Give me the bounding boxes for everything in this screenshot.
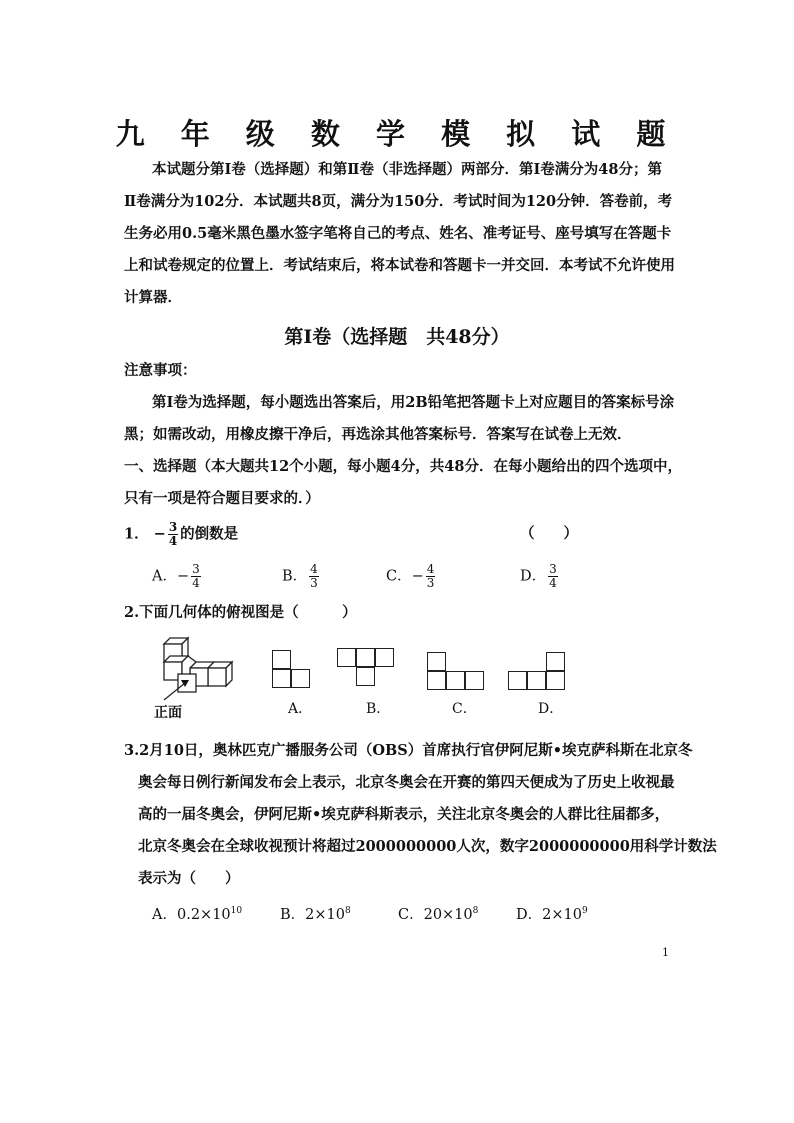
question-3-line-2: 奥会每日例行新闻发布会上表示，北京冬奥会在开赛的第四天便成为了历史上收视最 <box>138 774 675 791</box>
q1-option-c <box>386 563 437 590</box>
grid-empty <box>527 652 546 671</box>
question-3-line-1: 3.2月10日，奥林匹克广播服务公司（OBS）首席执行官伊阿尼斯•埃克萨科斯在北京冬 <box>124 742 693 759</box>
grid-cell <box>427 652 446 671</box>
q3-option-b <box>280 901 351 925</box>
option-base: 2×10 <box>542 907 582 923</box>
q1-fraction <box>168 521 178 548</box>
q1-option-d <box>520 563 560 590</box>
option-exponent: 10 <box>230 906 243 916</box>
q1-neg-sign: − <box>153 525 166 543</box>
intro-line-2: Ⅱ卷满分为102分．本试题共8页，满分为150分．考试时间为120分钟．答卷前，考 <box>124 193 673 210</box>
q2-option-b-label: B． <box>366 701 391 717</box>
q3-option-d <box>516 901 588 925</box>
frac-num: 4 <box>426 562 435 576</box>
option-exponent: 8 <box>472 906 479 916</box>
frac-num: 3 <box>549 562 557 576</box>
notice-heading: 注意事项： <box>124 362 197 379</box>
grid-cell <box>375 648 394 667</box>
grid-empty <box>291 650 310 669</box>
grid-cell <box>546 652 565 671</box>
option-label: D． <box>520 568 547 585</box>
q1-frac-num: 3 <box>168 520 178 534</box>
frac-den: 3 <box>426 576 435 590</box>
option-base: 20×10 <box>423 907 473 923</box>
grid-empty <box>337 667 356 686</box>
grid-cell <box>272 669 291 688</box>
q1-frac-den: 4 <box>168 534 178 548</box>
grid-empty <box>375 667 394 686</box>
q3-option-c <box>398 901 478 925</box>
option-fraction <box>548 563 558 590</box>
grid-cell <box>291 669 310 688</box>
q1-option-a <box>152 563 203 590</box>
grid-empty <box>508 652 527 671</box>
grid-cell <box>446 671 465 690</box>
option-fraction <box>426 563 436 590</box>
option-label: A． <box>152 568 177 585</box>
part1-line-2: 只有一项是符合题目要求的．） <box>124 490 320 507</box>
frac-num: 3 <box>192 562 200 576</box>
q2-option-b-figure <box>337 648 394 686</box>
question-3-line-3: 高的一届冬奥会，伊阿尼斯•埃克萨科斯表示，关注北京冬奥会的人群比往届都多， <box>138 806 670 823</box>
option-label: A． <box>152 907 177 923</box>
grid-empty <box>446 652 465 671</box>
option-base: 0.2×10 <box>176 907 231 923</box>
q2-option-c-label: C． <box>452 701 477 717</box>
q2-option-a-label: A． <box>288 701 313 717</box>
grid-cell <box>356 648 375 667</box>
option-label: C． <box>398 907 424 923</box>
q2-option-a-figure <box>272 650 310 688</box>
grid-cell <box>527 671 546 690</box>
intro-line-1: 本试题分第Ⅰ卷（选择题）和第Ⅱ卷（非选择题）两部分．第Ⅰ卷满分为48分；第 <box>152 161 662 178</box>
option-label: D． <box>516 907 543 923</box>
option-exponent: 8 <box>344 906 351 916</box>
grid-cell <box>427 671 446 690</box>
front-view-label: 正面 <box>154 705 182 721</box>
option-label: B． <box>280 907 306 923</box>
page-number: 1 <box>662 946 669 959</box>
grid-cell <box>272 650 291 669</box>
q2-option-c-figure <box>427 652 484 690</box>
frac-num: 4 <box>310 562 318 576</box>
option-label: B． <box>282 568 308 585</box>
option-sign: − <box>176 568 190 585</box>
option-fraction <box>191 563 201 590</box>
question-3-line-4: 北京冬奥会在全球收视预计将超过2000000000人次，数字2000000000用科学计数法 <box>138 838 717 855</box>
grid-cell <box>508 671 527 690</box>
grid-empty <box>465 652 484 671</box>
notice-line-1: 第Ⅰ卷为选择题，每小题选出答案后，用2B铅笔把答题卡上对应题目的答案标号涂 <box>152 394 675 411</box>
q2-option-d-label: D． <box>538 701 564 717</box>
option-sign: − <box>411 568 424 585</box>
question-3-line-5: 表示为（ ） <box>138 870 240 887</box>
q1-answer-paren: （ ） <box>520 525 578 542</box>
part1-line-1: 一、选择题（本大题共12个小题，每小题4分，共48分．在每小题给出的四个选项中， <box>124 458 682 475</box>
q2-option-d-figure <box>508 652 565 690</box>
grid-cell <box>356 667 375 686</box>
notice-line-2: 黑；如需改动，用橡皮擦干净后，再选涂其他答案标号．答案写在试卷上无效． <box>124 426 632 443</box>
question-2: 2.下面几何体的俯视图是（ ） <box>124 604 357 621</box>
q3-option-a <box>152 901 242 925</box>
frac-den: 3 <box>310 576 318 590</box>
grid-cell <box>337 648 356 667</box>
q1-option-b <box>282 563 321 590</box>
grid-cell <box>546 671 565 690</box>
page-title: 九 年 级 数 学 模 拟 试 题 <box>115 117 679 151</box>
intro-line-5: 计算器． <box>124 289 182 306</box>
option-base: 2×10 <box>305 907 345 923</box>
intro-line-3: 生务必用0.5毫米黑色墨水签字笔将自己的考点、姓名、准考证号、座号填写在答题卡 <box>124 225 672 242</box>
frac-den: 4 <box>192 576 200 590</box>
question-1 <box>124 521 238 548</box>
intro-line-4: 上和试卷规定的位置上．考试结束后，将本试卷和答题卡一并交回．本考试不允许使用 <box>124 257 675 274</box>
option-fraction <box>309 563 319 590</box>
frac-den: 4 <box>549 576 557 590</box>
q1-text: 的倒数是 <box>180 525 239 543</box>
section-title: 第Ⅰ卷（选择题 共48分） <box>284 326 510 348</box>
cube-front-face <box>208 668 226 686</box>
option-exponent: 9 <box>581 906 588 916</box>
q1-number: 1． <box>124 525 149 543</box>
grid-cell <box>465 671 484 690</box>
option-label: C． <box>386 568 412 585</box>
